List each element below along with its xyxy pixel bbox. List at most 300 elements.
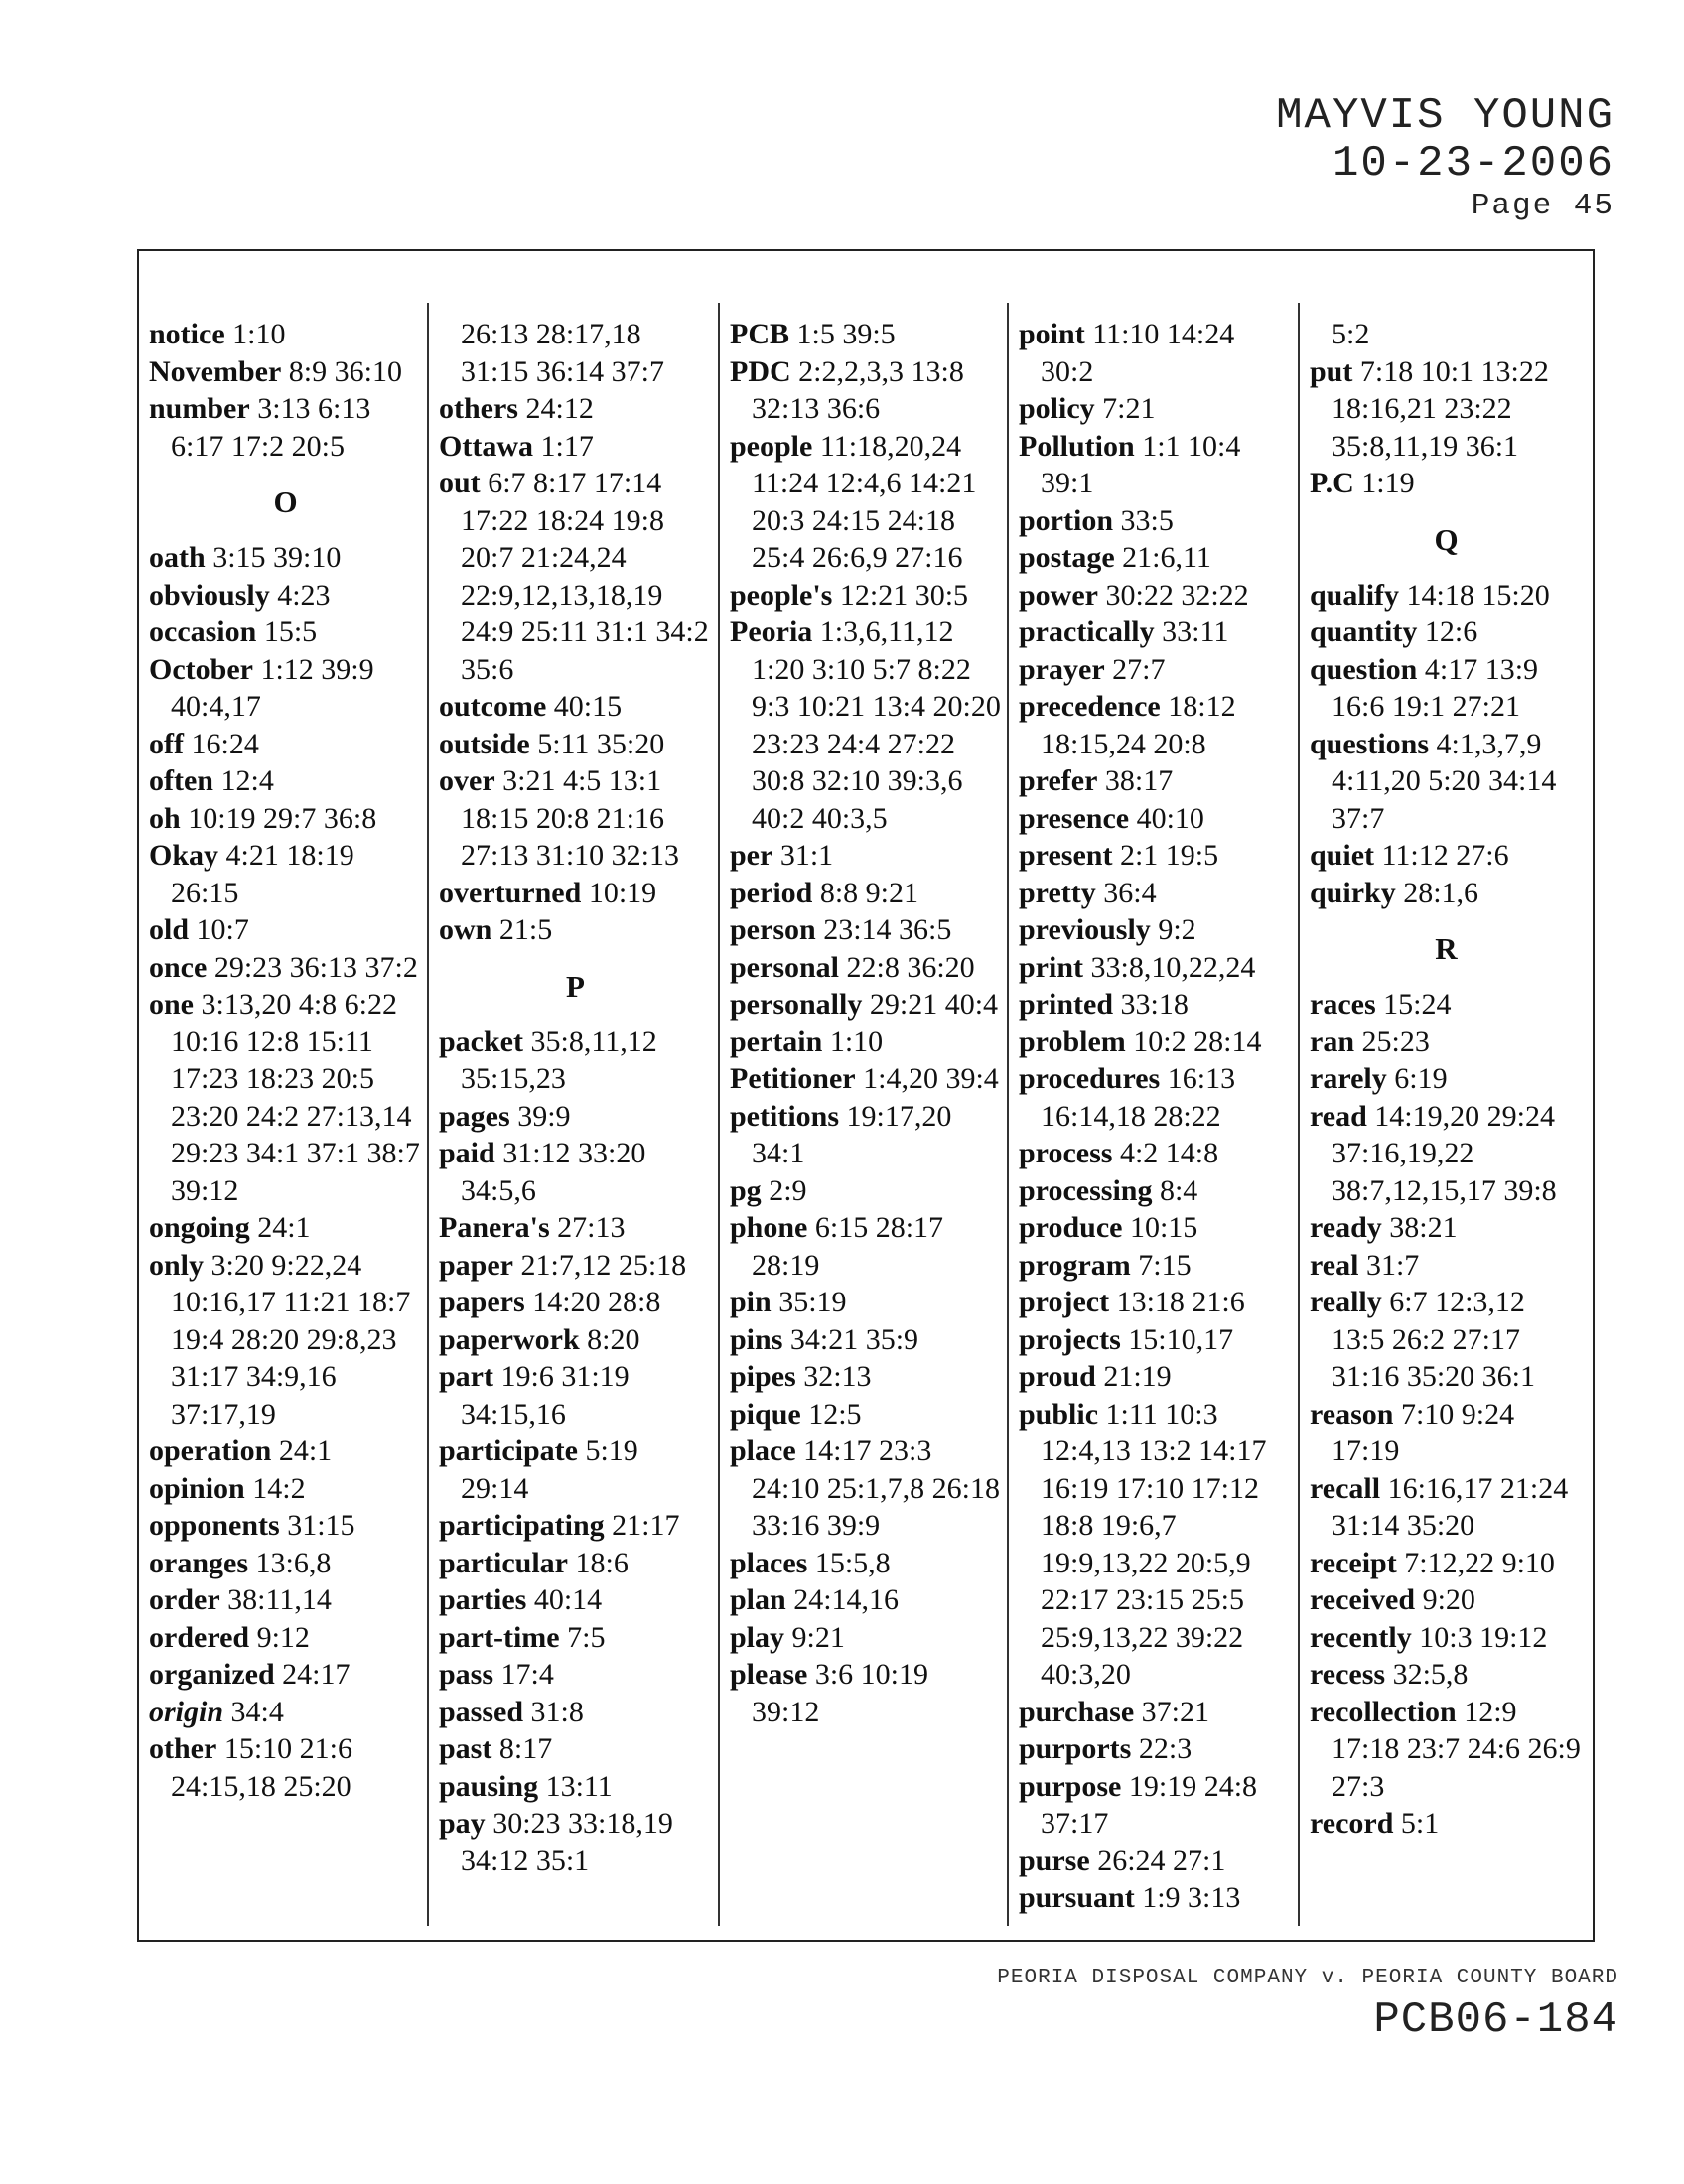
index-entry bbox=[1310, 353, 1583, 466]
index-term: oh bbox=[149, 801, 181, 835]
index-term: quiet bbox=[1310, 839, 1375, 872]
index-term: period bbox=[730, 876, 813, 909]
index-term: opponents bbox=[149, 1509, 280, 1542]
index-term: old bbox=[149, 913, 190, 946]
page-line-refs: 11:12 27:6 bbox=[1381, 839, 1509, 872]
index-term: packet bbox=[439, 1024, 523, 1058]
page-line-refs: 2:2,2,3,3 13:8 32:13 36:6 bbox=[752, 354, 964, 425]
page-line-refs: 19:6 31:19 34:15,16 bbox=[461, 1360, 630, 1431]
index-entry bbox=[439, 1024, 712, 1098]
index-entry bbox=[1019, 986, 1292, 1024]
page-line-refs: 37:21 bbox=[1141, 1695, 1209, 1728]
index-term: present bbox=[1019, 839, 1113, 872]
index-term: places bbox=[730, 1546, 808, 1579]
index-entry bbox=[730, 1098, 1003, 1172]
page-line-refs: 21:5 bbox=[498, 913, 553, 946]
page-line-refs: 13:18 21:6 bbox=[1116, 1286, 1245, 1318]
index-entry bbox=[439, 1805, 712, 1879]
index-term: reason bbox=[1310, 1397, 1394, 1431]
page-line-refs: 6:15 28:17 28:19 bbox=[752, 1211, 944, 1282]
index-term: operation bbox=[149, 1434, 272, 1467]
index-term: please bbox=[730, 1658, 808, 1691]
index-term: quantity bbox=[1310, 615, 1418, 648]
index-entry bbox=[439, 1581, 712, 1619]
index-entry bbox=[730, 949, 1003, 987]
index-term: personal bbox=[730, 950, 840, 984]
index-entry bbox=[1310, 577, 1583, 614]
index-entry bbox=[1019, 688, 1292, 762]
index-term: practically bbox=[1019, 615, 1155, 648]
index-term: rarely bbox=[1310, 1062, 1387, 1095]
index-term: October bbox=[149, 652, 253, 686]
page-line-refs: 10:19 bbox=[588, 876, 657, 909]
index-entry bbox=[439, 1209, 712, 1247]
index-entry bbox=[439, 875, 712, 912]
index-term: plan bbox=[730, 1583, 786, 1616]
index-entry bbox=[730, 428, 1003, 577]
page-line-refs: 21:17 bbox=[612, 1509, 680, 1542]
page-line-refs: 10:15 bbox=[1129, 1211, 1198, 1244]
index-term: procedures bbox=[1019, 1062, 1161, 1095]
page-line-refs: 11:10 14:24 30:2 bbox=[1041, 318, 1235, 388]
page-line-refs: 9:2 bbox=[1158, 913, 1196, 946]
page-line-refs: 10:2 28:14 bbox=[1133, 1024, 1262, 1058]
page-line-refs: 19:19 24:8 37:17 bbox=[1041, 1769, 1258, 1840]
page-line-refs: 24:14,16 bbox=[793, 1583, 900, 1616]
index-entry bbox=[730, 577, 1003, 614]
deposition-date: 10-23-2006 bbox=[1332, 139, 1614, 189]
page-line-refs: 15:5 bbox=[263, 615, 318, 648]
section-letter: R bbox=[1435, 931, 1458, 966]
index-term: only bbox=[149, 1248, 205, 1282]
page-line-refs: 10:7 bbox=[196, 913, 249, 946]
index-entry bbox=[1310, 1024, 1583, 1061]
page-line-refs: 14:17 23:3 24:10 25:1,7,8 26:18 33:16 39:9 bbox=[752, 1434, 1001, 1542]
index-term: recall bbox=[1310, 1471, 1381, 1505]
page-line-refs: 1:19 bbox=[1361, 467, 1415, 499]
index-term: paperwork bbox=[439, 1322, 580, 1356]
page-line-refs: 31:12 33:20 34:5,6 bbox=[461, 1137, 646, 1207]
index-entry bbox=[439, 1135, 712, 1209]
index-term: petitions bbox=[730, 1099, 840, 1133]
index-entry bbox=[149, 1656, 422, 1694]
index-entry bbox=[1019, 1321, 1292, 1359]
index-entry bbox=[730, 1545, 1003, 1582]
index-entry bbox=[439, 1507, 712, 1545]
index-entry bbox=[1310, 1098, 1583, 1210]
page-line-refs: 24:12 bbox=[525, 392, 594, 425]
index-entry bbox=[730, 911, 1003, 949]
page-line-refs: 23:14 36:5 bbox=[823, 913, 952, 946]
index-entry bbox=[730, 986, 1003, 1024]
index-term: play bbox=[730, 1620, 785, 1654]
index-term: print bbox=[1019, 950, 1084, 984]
index-term: receipt bbox=[1310, 1546, 1397, 1579]
index-entry bbox=[149, 1507, 422, 1545]
index-entry bbox=[1019, 1879, 1292, 1917]
page-line-refs: 4:23 bbox=[277, 578, 331, 612]
index-entry bbox=[1019, 1060, 1292, 1135]
index-entry bbox=[149, 1470, 422, 1508]
index-entry bbox=[1019, 577, 1292, 614]
index-entry bbox=[1019, 1172, 1292, 1210]
index-term: recess bbox=[1310, 1658, 1386, 1691]
page-line-refs: 7:15 bbox=[1138, 1248, 1192, 1282]
index-term: overturned bbox=[439, 876, 582, 909]
page-line-refs: 21:7,12 25:18 bbox=[520, 1248, 687, 1282]
index-entry bbox=[730, 1656, 1003, 1730]
index-term: purchase bbox=[1019, 1695, 1135, 1728]
index-term: ready bbox=[1310, 1211, 1382, 1244]
page-line-refs: 14:19,20 29:24 37:16,19,22 38:7,12,15,17 39:8 bbox=[1332, 1099, 1557, 1207]
index-term: P.C bbox=[1310, 467, 1354, 499]
index-entry bbox=[1310, 1805, 1583, 1843]
index-entry bbox=[149, 1433, 422, 1470]
index-entry bbox=[1310, 1284, 1583, 1396]
page-line-refs: 27:13 bbox=[557, 1211, 626, 1244]
index-entry bbox=[149, 911, 422, 949]
index-entry bbox=[730, 1619, 1003, 1657]
index-entry bbox=[439, 1247, 712, 1285]
index-term: purports bbox=[1019, 1732, 1132, 1765]
index-entry bbox=[1019, 614, 1292, 651]
index-term: public bbox=[1019, 1397, 1099, 1431]
index-entry bbox=[1019, 949, 1292, 987]
index-entry bbox=[1019, 428, 1292, 502]
index-entry bbox=[1310, 1619, 1583, 1657]
index-entry bbox=[439, 1358, 712, 1433]
page-line-refs: 1:10 bbox=[232, 318, 286, 350]
index-entry bbox=[439, 688, 712, 726]
index-entry bbox=[439, 726, 712, 763]
index-term: pg bbox=[730, 1173, 762, 1207]
index-term: pertain bbox=[730, 1024, 823, 1058]
page-line-refs: 14:2 bbox=[252, 1471, 306, 1505]
index-term: purse bbox=[1019, 1843, 1090, 1877]
index-term: pretty bbox=[1019, 876, 1096, 909]
index-term: power bbox=[1019, 578, 1098, 612]
index-term: place bbox=[730, 1434, 796, 1467]
index-entry bbox=[730, 875, 1003, 912]
page-line-refs: 1:12 39:9 40:4,17 bbox=[171, 652, 374, 723]
column-divider bbox=[1007, 303, 1009, 1926]
index-term: ran bbox=[1310, 1024, 1354, 1058]
index-term: pipes bbox=[730, 1360, 796, 1393]
index-entry bbox=[1310, 1656, 1583, 1694]
index-term: qualify bbox=[1310, 578, 1400, 612]
page-line-refs: 21:6,11 bbox=[1122, 541, 1211, 574]
index-term: read bbox=[1310, 1099, 1367, 1133]
page-line-refs: 30:23 33:18,19 34:12 35:1 bbox=[461, 1807, 673, 1877]
index-entry bbox=[1310, 1396, 1583, 1470]
page-line-refs: 14:18 15:20 bbox=[1406, 578, 1550, 612]
index-term: participate bbox=[439, 1434, 578, 1467]
index-entry bbox=[439, 1284, 712, 1321]
page-line-refs: 10:19 29:7 36:8 bbox=[188, 801, 377, 835]
page-line-refs: 3:15 39:10 bbox=[212, 541, 342, 574]
page-line-refs: 1:4,20 39:4 bbox=[863, 1062, 999, 1095]
index-entry bbox=[1019, 502, 1292, 540]
index-term: recently bbox=[1310, 1620, 1412, 1654]
index-term: precedence bbox=[1019, 690, 1161, 723]
index-term: once bbox=[149, 950, 208, 984]
page-line-refs: 8:8 9:21 bbox=[819, 876, 919, 909]
index-term: question bbox=[1310, 652, 1418, 686]
index-entry bbox=[1310, 1470, 1583, 1545]
page-line-refs: 27:7 bbox=[1112, 652, 1166, 686]
index-term: others bbox=[439, 392, 518, 425]
index-term: outside bbox=[439, 727, 530, 760]
index-term: origin bbox=[149, 1695, 224, 1728]
index-entry bbox=[1310, 837, 1583, 875]
page-line-refs: 5:1 bbox=[1400, 1807, 1440, 1840]
index-term: notice bbox=[149, 318, 225, 350]
index-entry bbox=[1310, 651, 1583, 726]
index-term: part bbox=[439, 1360, 493, 1393]
page-line-refs: 1:9 3:13 bbox=[1142, 1881, 1241, 1914]
page-line-refs: 18:12 18:15,24 20:8 bbox=[1041, 690, 1236, 760]
page-line-refs: 29:21 40:4 bbox=[869, 988, 999, 1021]
index-entry bbox=[1019, 390, 1292, 428]
page-line-refs: 40:14 bbox=[533, 1583, 603, 1616]
page-line-refs: 4:17 13:9 16:6 19:1 27:21 bbox=[1332, 652, 1539, 723]
index-term: Okay bbox=[149, 839, 219, 872]
page-line-refs: 9:12 bbox=[256, 1620, 310, 1654]
index-term: record bbox=[1310, 1807, 1394, 1840]
index-entry bbox=[149, 577, 422, 614]
page-line-refs: 33:18 bbox=[1120, 988, 1189, 1021]
page-line-refs: 33:11 bbox=[1162, 615, 1229, 648]
page-line-refs: 1:1 10:4 39:1 bbox=[1041, 429, 1241, 499]
page-line-refs: 9:21 bbox=[791, 1620, 845, 1654]
index-term: proud bbox=[1019, 1360, 1096, 1393]
index-entry bbox=[730, 1060, 1003, 1098]
index-entry bbox=[149, 1581, 422, 1619]
index-term: PDC bbox=[730, 354, 791, 388]
page-line-refs: 1:11 10:3 12:4,13 13:2 14:17 16:19 17:10 17:12 18:8 19:6,7 19:9,13,22 20:5,9 22:17 23:15 25:5 25:9,13,22 39:22 40:3,20 bbox=[1041, 1397, 1267, 1691]
page-line-refs: 13:6,8 bbox=[255, 1546, 332, 1579]
case-number: PCB06-184 bbox=[1373, 1995, 1618, 2045]
page-line-refs: 25:23 bbox=[1361, 1024, 1430, 1058]
index-term: ordered bbox=[149, 1620, 250, 1654]
page-line-refs: 3:20 9:22,24 10:16,17 11:21 18:7 19:4 28:20 29:8,23 31:17 34:9,16 37:17,19 bbox=[171, 1248, 411, 1431]
page-line-refs: 13:11 bbox=[545, 1769, 613, 1803]
index-entry bbox=[439, 1321, 712, 1359]
page-line-refs: 12:6 bbox=[1424, 615, 1478, 648]
page-line-refs: 8:17 bbox=[498, 1732, 553, 1765]
page-line-refs: 8:9 36:10 bbox=[288, 354, 402, 388]
index-term: participating bbox=[439, 1509, 605, 1542]
index-term: pin bbox=[730, 1286, 772, 1318]
index-term: particular bbox=[439, 1546, 568, 1579]
index-entry bbox=[730, 1358, 1003, 1396]
page-line-refs: 2:9 bbox=[769, 1173, 807, 1207]
index-term: printed bbox=[1019, 988, 1114, 1021]
index-entry bbox=[1019, 539, 1292, 577]
index-term: quirky bbox=[1310, 876, 1396, 909]
page-line-refs: 16:13 16:14,18 28:22 bbox=[1041, 1062, 1236, 1133]
index-entry bbox=[730, 1024, 1003, 1061]
page-line-refs: 39:9 bbox=[517, 1099, 571, 1133]
page-line-refs: 35:19 bbox=[778, 1286, 847, 1318]
index-term: person bbox=[730, 913, 816, 946]
index-entry bbox=[1310, 1694, 1583, 1806]
index-entry bbox=[1310, 1247, 1583, 1285]
index-term: papers bbox=[439, 1286, 525, 1318]
page-line-refs: 11:18,20,24 11:24 12:4,6 14:21 20:3 24:15 24:18 25:4 26:6,9 27:16 bbox=[752, 429, 977, 574]
page-line-refs: 7:12,22 9:10 bbox=[1404, 1546, 1555, 1579]
index-entry bbox=[1019, 1730, 1292, 1768]
page-line-refs: 8:4 bbox=[1159, 1173, 1198, 1207]
index-term: postage bbox=[1019, 541, 1115, 574]
index-entry bbox=[439, 428, 712, 466]
index-term: policy bbox=[1019, 392, 1095, 425]
index-term: real bbox=[1310, 1248, 1359, 1282]
page-line-refs: 6:7 8:17 17:14 17:22 18:24 19:8 20:7 21:24,24 22:9,12,13,18,19 24:9 25:11 31:1 34:2 35:6 bbox=[461, 467, 709, 686]
page-line-refs: 7:21 bbox=[1102, 392, 1156, 425]
index-term: Panera's bbox=[439, 1211, 550, 1244]
index-entry bbox=[1019, 1396, 1292, 1694]
index-entry bbox=[149, 353, 422, 391]
index-term: order bbox=[149, 1583, 220, 1616]
index-entry bbox=[730, 1172, 1003, 1210]
index-entry bbox=[730, 1284, 1003, 1321]
index-term: pay bbox=[439, 1807, 486, 1840]
index-term: November bbox=[149, 354, 282, 388]
index-entry bbox=[439, 1730, 712, 1768]
index-entry bbox=[1019, 1247, 1292, 1285]
index-term: Petitioner bbox=[730, 1062, 856, 1095]
index-term: pass bbox=[439, 1658, 494, 1691]
section-letter: O bbox=[273, 484, 298, 519]
index-entry bbox=[1019, 1843, 1292, 1880]
page-line-refs: 33:5 bbox=[1120, 503, 1174, 537]
index-term: pique bbox=[730, 1397, 801, 1431]
index-column-4 bbox=[1019, 316, 1292, 1917]
page-line-refs: 34:21 35:9 bbox=[789, 1322, 919, 1356]
index-entry bbox=[1310, 1209, 1583, 1247]
page-line-refs: 8:20 bbox=[587, 1322, 640, 1356]
index-entry bbox=[439, 762, 712, 875]
index-entry bbox=[1019, 1135, 1292, 1172]
page-line-refs: 40:15 bbox=[553, 690, 623, 723]
index-entry bbox=[1019, 837, 1292, 875]
index-term: prayer bbox=[1019, 652, 1105, 686]
index-term: Peoria bbox=[730, 615, 813, 648]
index-column-3 bbox=[730, 316, 1003, 1730]
index-term: program bbox=[1019, 1248, 1131, 1282]
index-term: people bbox=[730, 429, 813, 463]
index-entry bbox=[730, 837, 1003, 875]
index-column-2 bbox=[439, 316, 712, 1879]
index-entry bbox=[149, 762, 422, 800]
index-entry bbox=[730, 1321, 1003, 1359]
index-entry bbox=[439, 1433, 712, 1507]
page-line-refs: 16:24 bbox=[191, 727, 259, 760]
index-entry bbox=[439, 1656, 712, 1694]
page-line-refs: 4:1,3,7,9 4:11,20 5:20 34:14 37:7 bbox=[1332, 727, 1557, 835]
index-entry bbox=[439, 316, 712, 390]
index-term: problem bbox=[1019, 1024, 1126, 1058]
index-entry bbox=[1019, 1284, 1292, 1321]
index-term: people's bbox=[730, 578, 833, 612]
page-line-refs: 29:23 36:13 37:2 bbox=[213, 950, 418, 984]
page-line-refs: 30:22 32:22 bbox=[1105, 578, 1249, 612]
index-entry bbox=[1019, 800, 1292, 838]
index-term: purpose bbox=[1019, 1769, 1122, 1803]
page-line-refs: 18:6 bbox=[575, 1546, 629, 1579]
index-term: phone bbox=[730, 1211, 808, 1244]
index-term: opinion bbox=[149, 1471, 245, 1505]
index-term: pages bbox=[439, 1099, 510, 1133]
index-term: PCB bbox=[730, 318, 789, 350]
index-term: own bbox=[439, 913, 492, 946]
index-term: often bbox=[149, 764, 213, 797]
index-term: paper bbox=[439, 1248, 513, 1282]
index-entry bbox=[1019, 1024, 1292, 1061]
page-line-refs: 10:3 19:12 bbox=[1419, 1620, 1548, 1654]
index-term: pausing bbox=[439, 1769, 539, 1803]
index-entry bbox=[439, 1768, 712, 1806]
page-line-refs: 5:2 bbox=[1332, 318, 1370, 350]
page-line-refs: 1:10 bbox=[829, 1024, 884, 1058]
page-line-refs: 36:4 bbox=[1103, 876, 1157, 909]
index-term: processing bbox=[1019, 1173, 1153, 1207]
page-line-refs: 12:4 bbox=[220, 764, 274, 797]
page-line-refs: 5:11 35:20 bbox=[537, 727, 665, 760]
index-term: ongoing bbox=[149, 1211, 250, 1244]
page-line-refs: 1:3,6,11,12 1:20 3:10 5:7 8:22 9:3 10:21 13:4 20:20 23:23 24:4 27:22 30:8 32:10 39:3,6 40:2 40:3,5 bbox=[752, 615, 1001, 835]
index-entry bbox=[149, 316, 422, 353]
index-term: really bbox=[1310, 1286, 1382, 1318]
index-entry bbox=[1310, 465, 1583, 502]
witness-name: MAYVIS YOUNG bbox=[1276, 91, 1614, 141]
index-entry bbox=[149, 1247, 422, 1433]
page-line-refs: 28:1,6 bbox=[1403, 876, 1479, 909]
index-term: received bbox=[1310, 1583, 1416, 1616]
index-entry bbox=[730, 1209, 1003, 1284]
index-term: prefer bbox=[1019, 764, 1098, 797]
case-title: PEORIA DISPOSAL COMPANY v. PEORIA COUNTY BOARD bbox=[997, 1967, 1618, 1989]
page-line-refs: 1:5 39:5 bbox=[796, 318, 896, 350]
page-line-refs: 15:10 21:6 24:15,18 25:20 bbox=[171, 1732, 352, 1803]
index-entry bbox=[439, 465, 712, 688]
index-entry bbox=[1019, 762, 1292, 800]
index-term: parties bbox=[439, 1583, 527, 1616]
page-line-refs: 15:5,8 bbox=[814, 1546, 891, 1579]
page-line-refs: 38:17 bbox=[1104, 764, 1174, 797]
index-entry bbox=[149, 539, 422, 577]
page-line-refs: 4:21 18:19 26:15 bbox=[171, 839, 354, 909]
index-term: races bbox=[1310, 988, 1376, 1021]
index-entry bbox=[730, 614, 1003, 837]
index-entry bbox=[730, 353, 1003, 428]
index-entry bbox=[1019, 911, 1292, 949]
index-term: occasion bbox=[149, 615, 257, 648]
index-entry bbox=[1019, 875, 1292, 912]
index-entry bbox=[149, 726, 422, 763]
section-letter: P bbox=[566, 968, 585, 1004]
page-line-refs: 3:21 4:5 13:1 18:15 20:8 21:16 27:13 31:10 32:13 bbox=[461, 764, 680, 872]
index-term: out bbox=[439, 467, 481, 499]
index-term: Ottawa bbox=[439, 429, 533, 463]
index-entry bbox=[1019, 1209, 1292, 1247]
page-line-refs: 6:7 12:3,12 13:5 26:2 27:17 31:16 35:20 36:1 bbox=[1332, 1286, 1536, 1393]
page-line-refs: 26:24 27:1 bbox=[1097, 1843, 1226, 1877]
page-line-refs: 12:5 bbox=[808, 1397, 862, 1431]
page-line-refs: 7:18 10:1 13:22 18:16,21 23:22 35:8,11,19 36:1 bbox=[1332, 354, 1549, 463]
index-term: part-time bbox=[439, 1620, 560, 1654]
